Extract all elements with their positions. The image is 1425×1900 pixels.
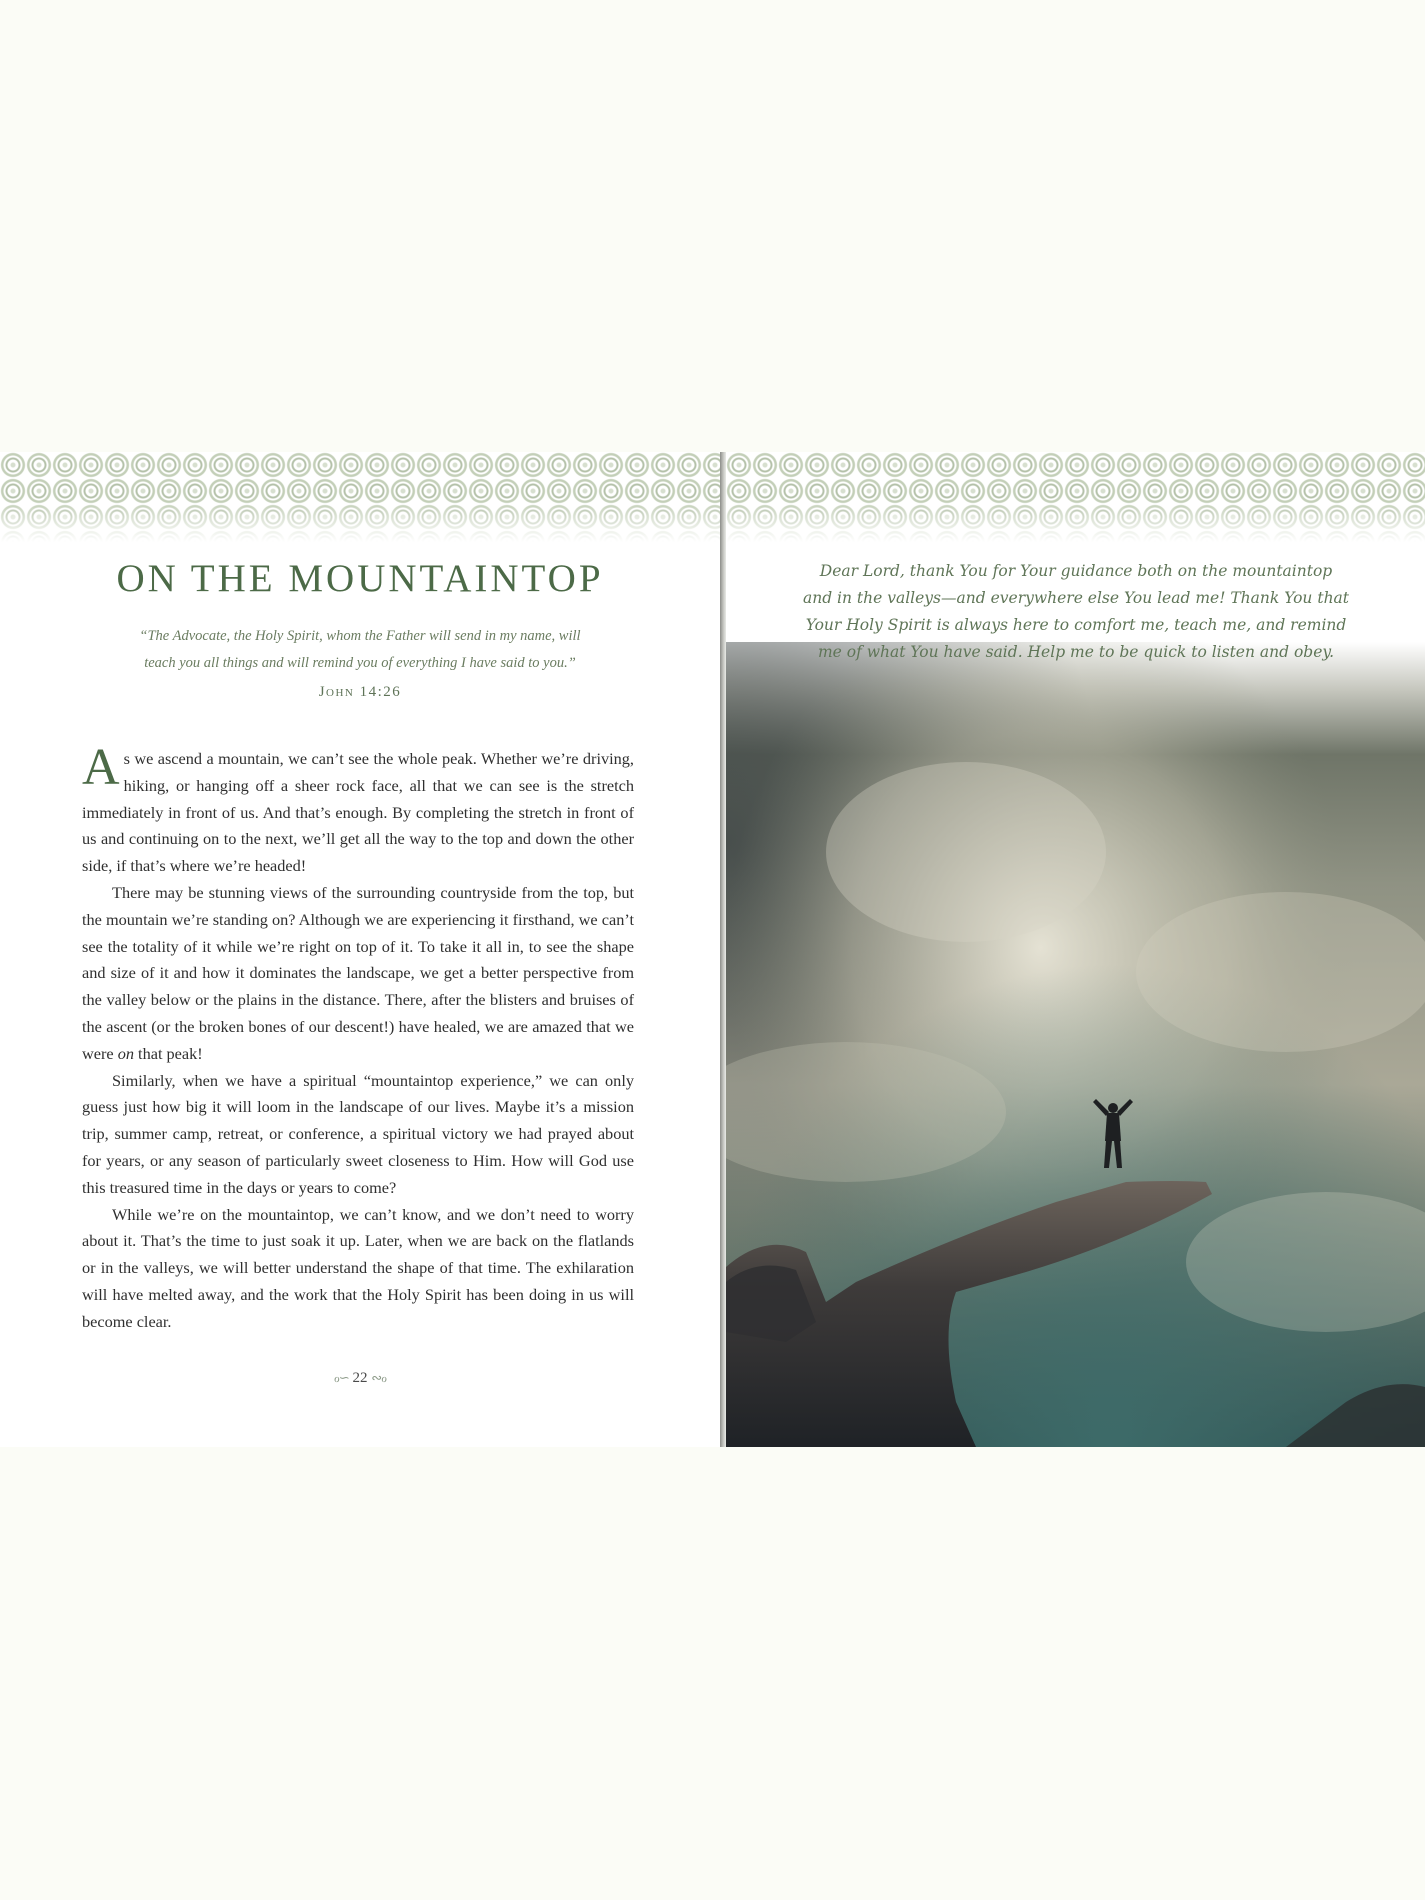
paragraph-1 <box>82 739 634 880</box>
mountaintop-photo <box>726 642 1425 1447</box>
cliff-photo-illustration <box>726 642 1425 1447</box>
flourish-right-icon: ∾ℴ <box>371 1370 387 1385</box>
devotional-body <box>82 739 634 1336</box>
right-page <box>726 452 1425 1447</box>
epigraph-line-1: “The Advocate, the Holy Spirit, whom the Father will send in my name, will <box>139 628 581 644</box>
epigraph-quote <box>120 623 600 677</box>
prayer-line-2: and in the valleys—and everywhere else You lead me! Thank You that <box>802 589 1350 607</box>
page-title: ON THE MOUNTAINTOP <box>116 557 604 600</box>
paragraph-1-text: s we ascend a mountain, we can’t see the whole peak. Whether we’re driving, hiking, or hanging off a sheer rock face, all that we can see is the stretch immediately in front of us. And that’s enough. By completing the stretch in front of us and continuing on to the next, we’ll get all the way to the top and down the other side, if that’s where we’re headed! <box>82 749 634 876</box>
paragraph-4: While we’re on the mountaintop, we can’t know, and we don’t need to worry about it. That’s the time to just soak it up. Later, when we are back on the flatlands or in the valleys, we will better understand the shape of that time. The exhilaration will have melted away, and the work that the Holy Spirit has been doing in us will become clear. <box>82 1204 634 1331</box>
page-number-footer <box>0 1370 720 1387</box>
paragraph-2-text-b: that peak! <box>133 1043 203 1063</box>
scripture-reference: John 14:26 <box>318 684 402 700</box>
book-spread <box>0 452 1425 1447</box>
prayer-line-4: me of what You have said. Help me to be quick to listen and obey. <box>817 643 1335 661</box>
prayer-text <box>746 558 1406 666</box>
page-number: 22 <box>352 1370 368 1386</box>
prayer-line-3: Your Holy Spirit is always here to comfort me, teach me, and remind <box>805 616 1347 634</box>
paragraph-3: Similarly, when we have a spiritual “mountaintop experience,” we can only guess just how big it will loom in the landscape of our lives. Maybe it’s a mission trip, summer camp, retreat, or conference, a spiritual victory we had prayed about for years, or any season of particularly sweet closeness to Him. How will God use this treasured time in the days or years to come? <box>82 1070 634 1197</box>
paragraph-2-text-a: There may be stunning views of the surrounding countryside from the top, but the mountain we’re standing on? Although we are experiencing it firsthand, we can’t see the totality of it while we’re right on top of it. To take it all in, to see the shape and size of it and how it dominates the landscape, we get a better perspective from the valley below or the plains in the distance. There, after the blisters and bruises of the ascent (or the broken bones of our descent!) have healed, we are amazed that we were <box>82 882 634 1063</box>
flourish-left-icon: ℴ∽ <box>333 1370 349 1385</box>
paragraph-2-emphasis: on <box>117 1043 134 1063</box>
drop-cap: A <box>82 739 120 796</box>
epigraph-line-2: teach you all things and will remind you of everything I have said to you.” <box>144 655 576 671</box>
left-page <box>0 452 720 1447</box>
prayer-line-1: Dear Lord, thank You for Your guidance both on the mountaintop <box>819 562 1333 580</box>
paragraph-2 <box>82 880 634 1068</box>
